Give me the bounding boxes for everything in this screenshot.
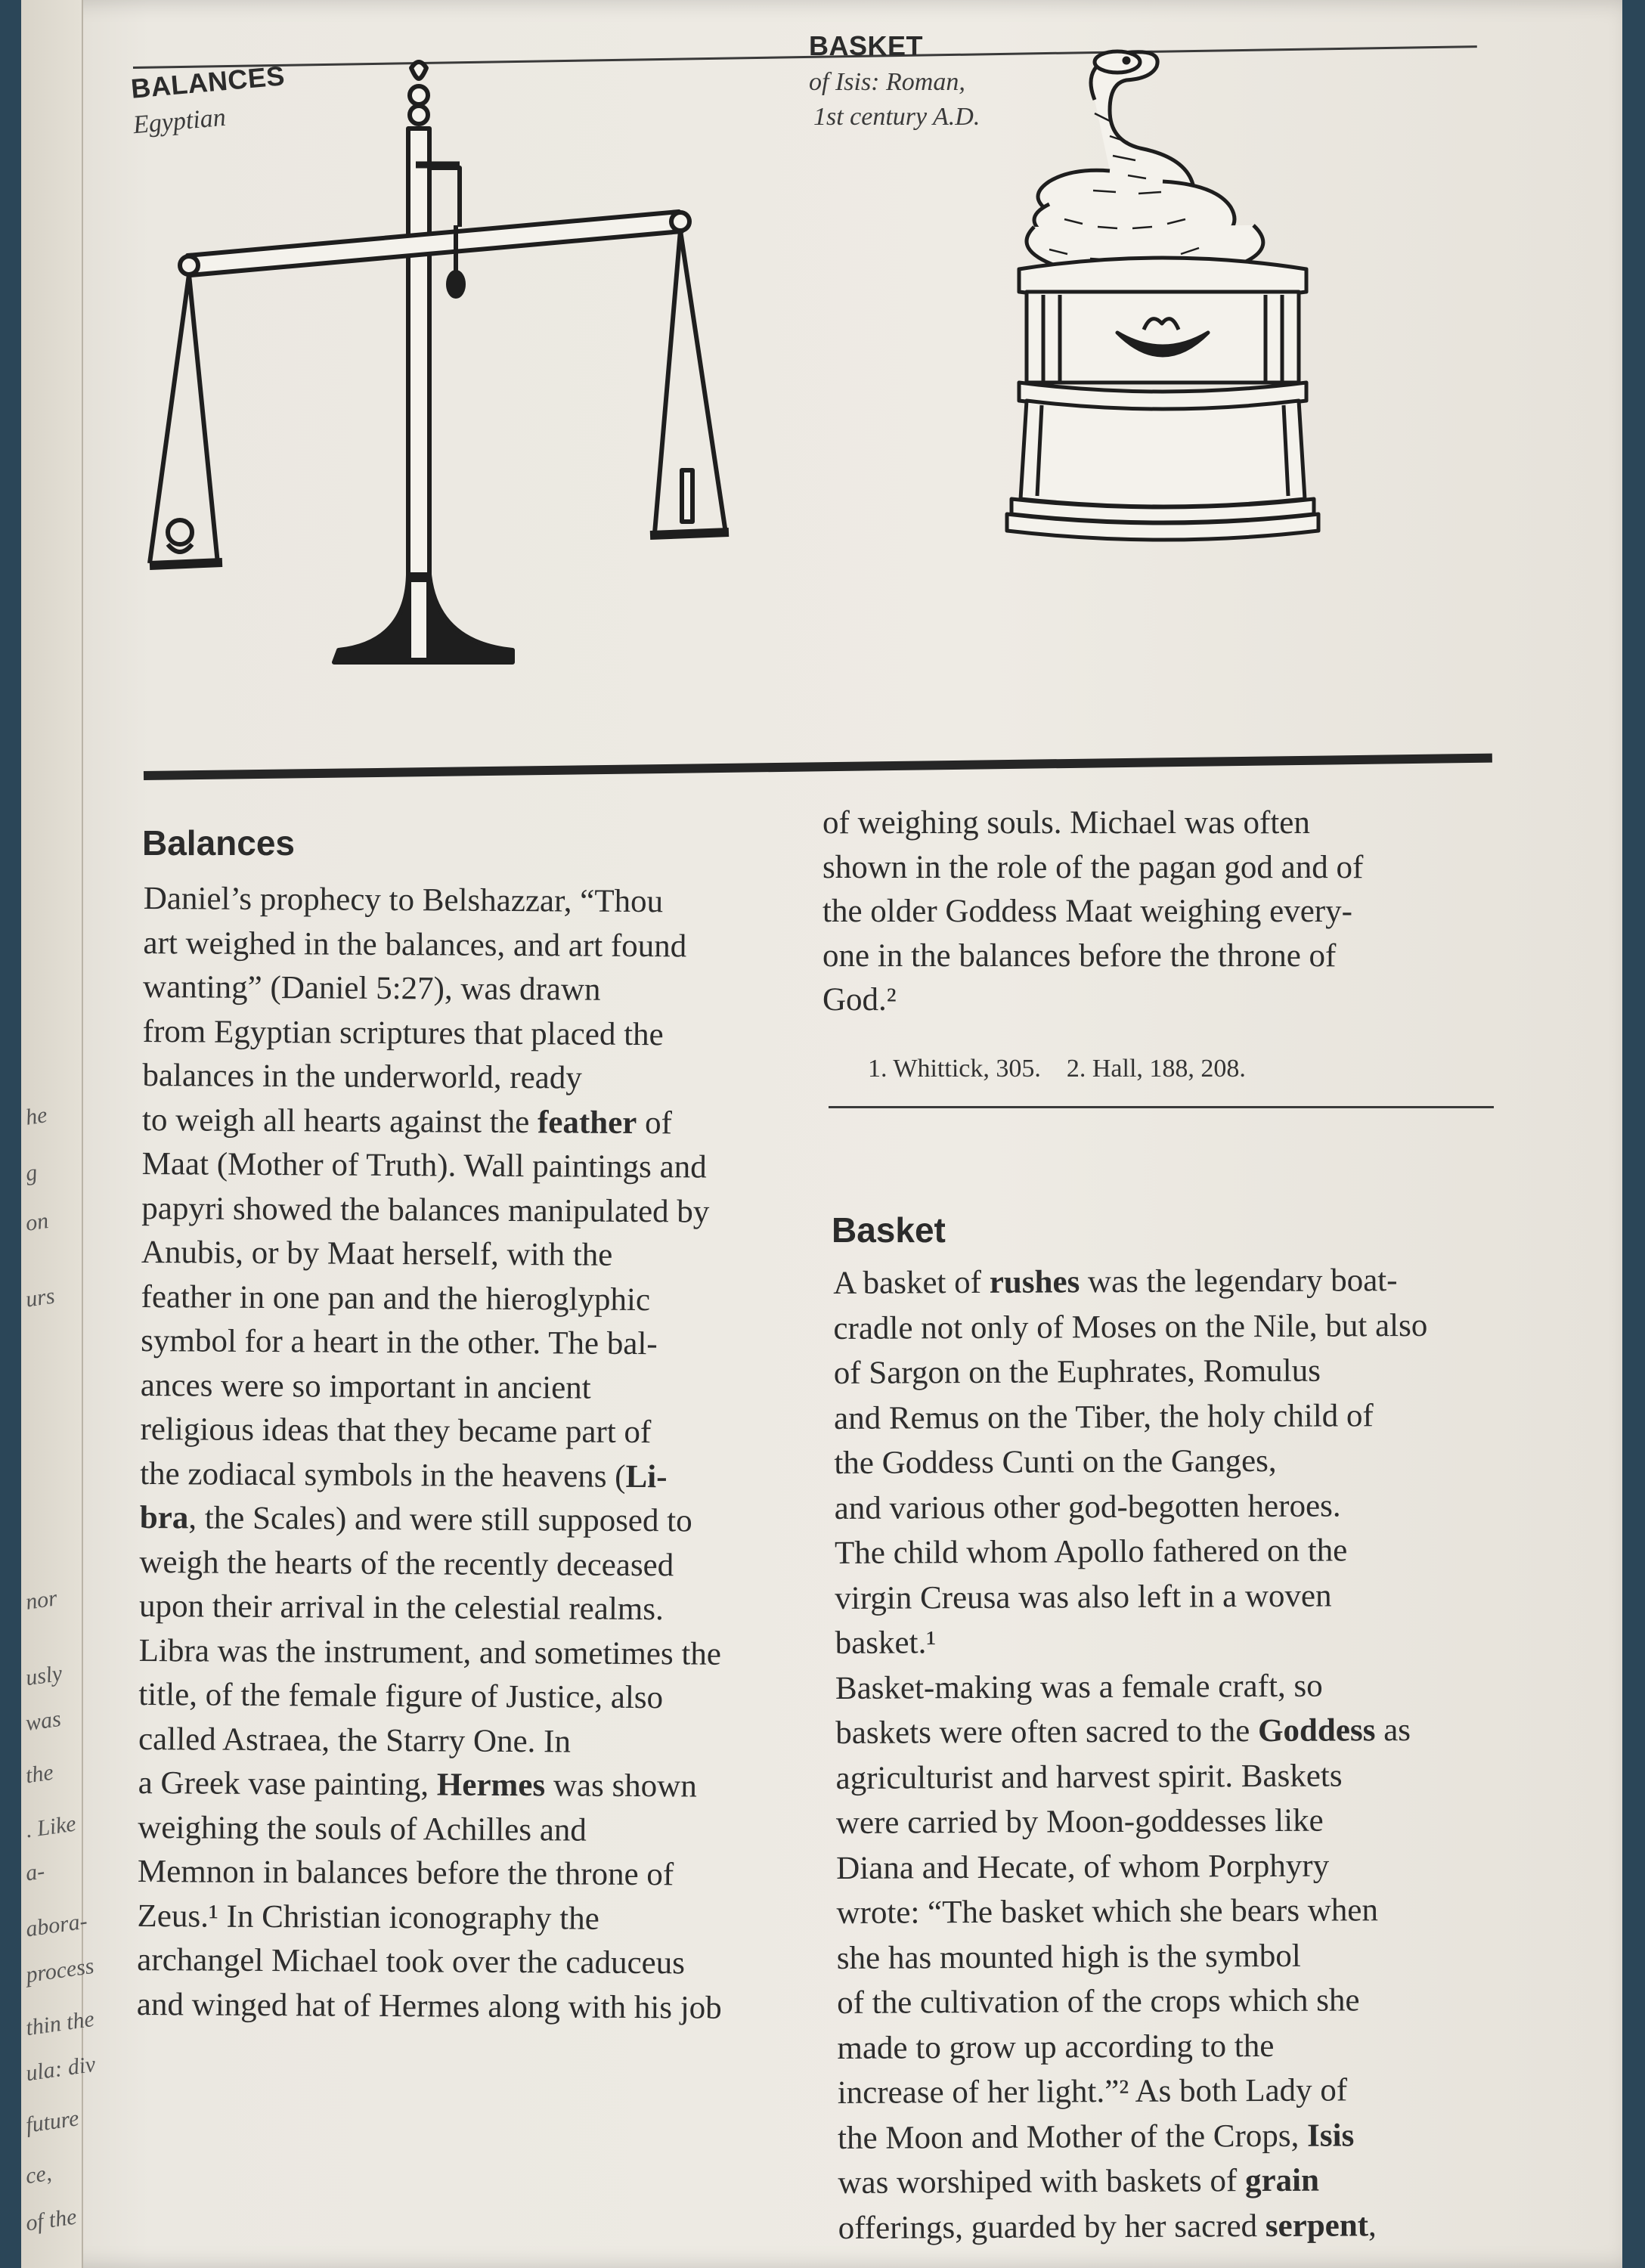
basket-line: agriculturist and harvest spirit. Baskets bbox=[835, 1757, 1343, 1796]
balances-bold-term: Hermes bbox=[436, 1767, 546, 1804]
balances-line: ances were so important in ancient bbox=[140, 1367, 591, 1406]
balances-text-column bbox=[137, 877, 729, 2031]
previous-page-edge bbox=[21, 0, 98, 2268]
basket-illustration bbox=[1004, 45, 1321, 559]
footnote-rule bbox=[829, 1106, 1494, 1108]
edge-fragment: nor bbox=[23, 1585, 59, 1615]
balances-continued-line: of weighing souls. Michael was often bbox=[822, 805, 1310, 841]
basket-text-segment: as bbox=[1375, 1712, 1411, 1749]
balances-line: art weighed in the balances, and art found bbox=[143, 925, 687, 964]
basket-line bbox=[833, 1258, 1427, 1306]
basket-line: of Sargon on the Euphrates, Romulus bbox=[833, 1352, 1321, 1391]
balances-line: feather in one pan and the hieroglyphic bbox=[141, 1278, 651, 1318]
basket-bold-term: grain bbox=[1244, 2162, 1320, 2199]
basket-text-segment: offerings, guarded by her sacred bbox=[838, 2208, 1266, 2246]
balances-heading: Balances bbox=[142, 823, 296, 863]
edge-fragment: thin the bbox=[24, 2006, 96, 2041]
balances-text-segment: , the Scales) and were still supposed to bbox=[188, 1500, 692, 1539]
balances-line: archangel Michael took over the caduceus bbox=[137, 1941, 686, 1981]
edge-fragment: urs bbox=[23, 1283, 57, 1312]
balances-line bbox=[142, 1098, 727, 1145]
balances-text-segment: was shown bbox=[545, 1768, 697, 1805]
basket-bold-term: serpent bbox=[1265, 2207, 1369, 2244]
basket-line bbox=[838, 2112, 1432, 2161]
balances-figure-title: BALANCES bbox=[129, 60, 287, 104]
basket-text-segment: baskets were often sacred to the bbox=[835, 1713, 1259, 1751]
basket-line: wrote: “The basket which she bears when bbox=[836, 1892, 1379, 1931]
basket-text-segment: the Moon and Mother of the Crops, bbox=[837, 2118, 1308, 2156]
balances-line: symbol for a heart in the other. The bal- bbox=[141, 1322, 658, 1362]
balances-line: Memnon in balances before the throne of bbox=[137, 1853, 674, 1893]
basket-line bbox=[835, 1708, 1430, 1756]
balances-line: Maat (Mother of Truth). Wall paintings and bbox=[141, 1145, 707, 1185]
basket-line: of the cultivation of the crops which she bbox=[837, 1982, 1360, 2021]
basket-line bbox=[838, 2158, 1432, 2206]
balances-text-segment: a Greek vase painting, bbox=[138, 1765, 438, 1803]
basket-text-segment: was worshiped with baskets of bbox=[838, 2163, 1246, 2201]
balances-figure-subtitle: Egyptian bbox=[132, 103, 228, 140]
basket-line: Diana and Hecate, of whom Porphyry bbox=[836, 1848, 1330, 1886]
basket-line: Basket-making was a female craft, so bbox=[835, 1668, 1323, 1706]
basket-line: The child whom Apollo fathered on the bbox=[834, 1532, 1348, 1571]
balances-line: Anubis, or by Maat herself, with the bbox=[141, 1234, 613, 1273]
basket-text-column bbox=[833, 1258, 1433, 2251]
edge-fragment: a- bbox=[23, 1858, 47, 1886]
basket-bold-term: Isis bbox=[1306, 2117, 1355, 2154]
balances-line: wanting” (Daniel 5:27), was drawn bbox=[142, 968, 601, 1008]
edge-fragment: abora- bbox=[24, 1908, 89, 1942]
edge-fragment: process bbox=[24, 1953, 96, 1988]
edge-fragment: ula: div bbox=[24, 2051, 98, 2087]
balances-line: upon their arrival in the celestial realms. bbox=[138, 1588, 664, 1628]
basket-line: virgin Creusa was also left in a woven bbox=[835, 1578, 1332, 1616]
basket-line: the Goddess Cunti on the Ganges, bbox=[834, 1442, 1277, 1481]
balances-line bbox=[140, 1452, 725, 1499]
basket-line: cradle not only of Moses on the Nile, but also bbox=[833, 1307, 1428, 1346]
book-page bbox=[21, 0, 1622, 2268]
balances-line: title, of the female figure of Justice, also bbox=[138, 1676, 664, 1716]
basket-bold-term: rushes bbox=[989, 1264, 1080, 1300]
balances-line: papyri showed the balances manipulated by bbox=[141, 1190, 710, 1230]
balances-bold-term: feather bbox=[537, 1104, 637, 1141]
balances-bold-term: Li- bbox=[625, 1458, 668, 1495]
basket-text-segment: , bbox=[1368, 2207, 1377, 2243]
balances-line bbox=[138, 1761, 723, 1809]
balances-line: Zeus.¹ In Christian iconography the bbox=[137, 1898, 599, 1937]
basket-line: made to grow up according to the bbox=[837, 2028, 1275, 2066]
basket-line bbox=[838, 2202, 1433, 2251]
edge-fragment: of the bbox=[23, 2204, 79, 2236]
balances-text-segment: the zodiacal symbols in the heavens ( bbox=[140, 1455, 626, 1495]
edge-fragment: usly bbox=[23, 1660, 64, 1691]
balances-text-segment: of bbox=[637, 1105, 673, 1141]
balances-continued-line: God.² bbox=[822, 982, 897, 1018]
basket-figure-subtitle-line1: of Isis: Roman, bbox=[809, 68, 965, 96]
balances-line: weigh the hearts of the recently deceased bbox=[139, 1544, 674, 1583]
balances-continued-line: shown in the role of the pagan god and of bbox=[822, 849, 1364, 885]
edge-fragment: ce, bbox=[23, 2160, 54, 2189]
edge-fragment: future bbox=[23, 2105, 81, 2138]
edge-fragment: was bbox=[23, 1706, 63, 1737]
basket-line: and Remus on the Tiber, the holy child of bbox=[833, 1397, 1374, 1436]
edge-fragment: the bbox=[23, 1759, 55, 1789]
basket-heading: Basket bbox=[832, 1210, 946, 1250]
edge-fragment: he bbox=[23, 1102, 49, 1130]
balances-line: weighing the souls of Achilles and bbox=[138, 1809, 587, 1848]
balances-line: from Egyptian scriptures that placed the bbox=[142, 1013, 664, 1052]
balances-line: balances in the underworld, ready bbox=[142, 1057, 582, 1096]
edge-fragment: . Like bbox=[23, 1811, 78, 1843]
basket-bold-term: Goddess bbox=[1257, 1712, 1376, 1749]
basket-line: she has mounted high is the symbol bbox=[836, 1938, 1301, 1976]
balances-line: Libra was the instrument, and sometimes the bbox=[138, 1632, 722, 1672]
balances-continued-column bbox=[822, 801, 1363, 1023]
balances-text-segment: to weigh all hearts against the bbox=[141, 1101, 538, 1140]
balances-line: religious ideas that they became part of bbox=[140, 1411, 652, 1451]
balances-continued-line: the older Goddess Maat weighing every- bbox=[822, 894, 1352, 929]
basket-figure-subtitle-line2: 1st century A.D. bbox=[813, 103, 980, 131]
balances-bold-term: bra bbox=[139, 1499, 189, 1536]
edge-fragment: g bbox=[23, 1160, 39, 1186]
basket-line: were carried by Moon-goddesses like bbox=[835, 1802, 1324, 1841]
basket-text-segment: was the legendary boat- bbox=[1080, 1263, 1398, 1300]
balances-line: called Astraea, the Starry One. In bbox=[138, 1721, 572, 1759]
basket-text-segment: A basket of bbox=[833, 1264, 990, 1301]
balances-line: and winged hat of Hermes along with his job bbox=[136, 1986, 722, 2026]
basket-figure-title: BASKET bbox=[809, 30, 924, 61]
balances-line: Daniel’s prophecy to Belshazzar, “Thou bbox=[143, 880, 664, 920]
section-divider-rule bbox=[144, 754, 1492, 780]
edge-fragment: on bbox=[23, 1208, 51, 1236]
balances-continued-line: one in the balances before the throne of bbox=[822, 937, 1337, 974]
basket-line: increase of her light.”² As both Lady of bbox=[837, 2072, 1348, 2111]
balances-illustration bbox=[135, 53, 739, 673]
basket-line: and various other god-begotten heroes. bbox=[834, 1487, 1341, 1526]
balances-line bbox=[140, 1496, 725, 1544]
basket-line: basket.¹ bbox=[835, 1625, 937, 1661]
balances-footnotes: 1. Whittick, 305. 2. Hall, 188, 208. bbox=[868, 1055, 1246, 1083]
